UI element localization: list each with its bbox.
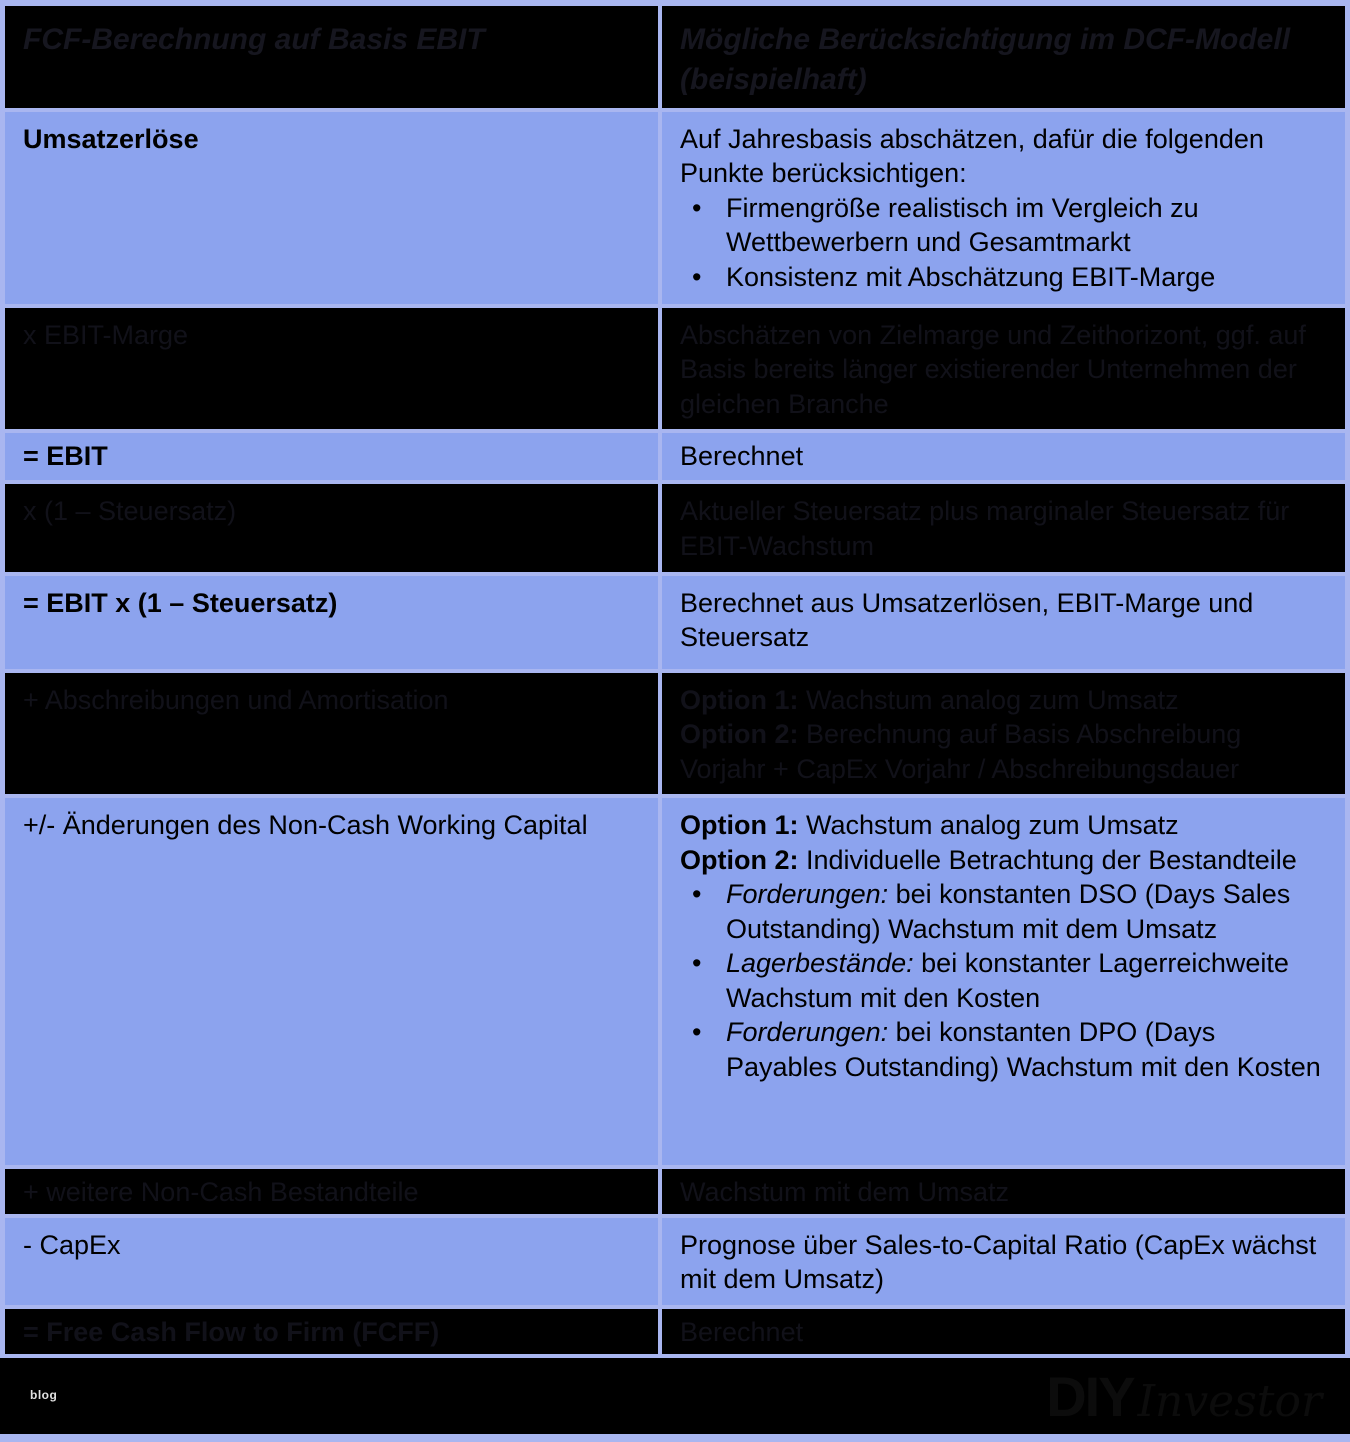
row-detail-cell	[662, 673, 1345, 795]
row-detail-cell	[662, 308, 1345, 430]
option-lead: Option 1:	[680, 810, 799, 841]
row-label-cell	[5, 673, 658, 795]
row-label-cell	[5, 484, 658, 571]
row-detail-cell	[662, 112, 1345, 304]
bullet-lead: Forderungen:	[726, 1017, 889, 1048]
row-label: - CapEx	[23, 1229, 121, 1260]
row-label-cell	[5, 308, 658, 430]
row-label-cell	[5, 1218, 658, 1305]
row-label: x (1 – Steuersatz)	[23, 496, 237, 527]
row-label: + Abschreibungen und Amortisation	[23, 684, 449, 715]
diy-investor-logo	[1046, 1364, 1322, 1429]
bullet-text: Firmengröße realistisch im Vergleich zu Wettbewerbern und Gesamtmarkt	[726, 192, 1199, 258]
table-row-ebit-nach-steuern	[5, 576, 1345, 669]
row-label: x EBIT-Marge	[23, 319, 189, 350]
table-row-ebit-marge	[5, 308, 1345, 430]
table-row-umsatzerloese	[5, 112, 1345, 304]
row-label-cell	[5, 1169, 658, 1214]
bullet-rest: bei konstanten DPO (Days Payables Outstanding) Wachstum mit den Kosten	[726, 1017, 1321, 1082]
row-label-cell	[5, 112, 658, 304]
row-label-cell	[5, 1309, 658, 1354]
row-label: = EBIT x (1 – Steuersatz)	[23, 587, 338, 618]
bullet-text	[726, 1015, 1327, 1084]
option-lead: Option 2:	[680, 844, 799, 875]
detail-intro: Auf Jahresbasis abschätzen, dafür die folgenden Punkte berücksichtigen:	[680, 123, 1264, 189]
option-text: Individuelle Betrachtung der Bestandteile	[798, 844, 1297, 875]
table-row-working-capital	[5, 798, 1345, 1165]
bullet-dot: •	[692, 879, 702, 910]
row-detail-cell	[662, 1309, 1345, 1354]
bullet-dot: •	[692, 948, 702, 979]
table-row-capex	[5, 1218, 1345, 1305]
row-detail-cell	[662, 433, 1345, 480]
blog-label: blog	[30, 1387, 58, 1402]
row-label: +/- Änderungen des Non-Cash Working Capital	[23, 810, 588, 841]
row-label: + weitere Non-Cash Bestandteile	[23, 1177, 419, 1208]
bullet-item	[680, 260, 1327, 295]
bullet-lead: Forderungen:	[726, 879, 889, 910]
row-label: Umsatzerlöse	[23, 123, 199, 154]
bullet-list	[680, 191, 1327, 295]
detail-text: Berechnet aus Umsatzerlösen, EBIT-Marge und Steuersatz	[680, 587, 1254, 653]
bullet-text: Konsistenz mit Abschätzung EBIT-Marge	[726, 261, 1216, 292]
detail-text: Berechnet	[680, 1316, 804, 1347]
detail-text: Prognose über Sales-to-Capital Ratio (CapEx wächst mit dem Umsatz)	[680, 1229, 1317, 1295]
detail-text: Berechnet	[680, 441, 804, 472]
table-row-fcff	[5, 1309, 1345, 1354]
detail-text: Aktueller Steuersatz plus marginaler Steuersatz für EBIT-Wachstum	[680, 496, 1290, 561]
row-label-cell	[5, 433, 658, 480]
table-row-non-cash	[5, 1169, 1345, 1214]
option-text: Wachstum analog zum Umsatz	[798, 810, 1179, 841]
option-text: Berechnung auf Basis Abschreibung Vorjahr + CapEx Vorjahr / Abschreibungsdauer	[680, 719, 1242, 784]
logo-text-diy: DIY	[1046, 1364, 1134, 1428]
bullet-item	[680, 877, 1327, 946]
bullet-text	[726, 877, 1327, 946]
row-label: = Free Cash Flow to Firm (FCFF)	[23, 1316, 440, 1347]
header-cell-left	[5, 6, 658, 108]
row-label-cell	[5, 576, 658, 669]
row-detail-cell	[662, 798, 1345, 1165]
footer-bar	[0, 1358, 1350, 1434]
detail-text: Wachstum mit dem Umsatz	[680, 1177, 1010, 1208]
row-detail-cell	[662, 484, 1345, 571]
detail-text: Abschätzen von Zielmarge und Zeithorizont, ggf. auf Basis bereits länger existierender Unternehmen der gleichen Branche	[680, 319, 1306, 419]
bullet-rest: bei konstanten DSO (Days Sales Outstanding) Wachstum mit dem Umsatz	[726, 879, 1291, 944]
table-row-abschreibungen	[5, 673, 1345, 795]
option-lead: Option 1:	[680, 684, 799, 715]
option-text: Wachstum analog zum Umsatz	[798, 684, 1179, 715]
bullet-list	[680, 877, 1327, 1084]
bullet-item	[680, 946, 1327, 1015]
row-detail-cell	[662, 1218, 1345, 1305]
header-left-title: FCF-Berechnung auf Basis EBIT	[23, 23, 485, 56]
option-line	[680, 683, 1327, 718]
bullet-text	[726, 946, 1327, 1015]
bullet-dot: •	[692, 192, 702, 223]
bullet-rest: bei konstanter Lagerreichweite Wachstum mit den Kosten	[726, 948, 1289, 1013]
row-label-cell	[5, 798, 658, 1165]
row-detail-cell	[662, 576, 1345, 669]
bullet-item	[680, 191, 1327, 260]
row-detail-cell	[662, 1169, 1345, 1214]
option-line	[680, 843, 1327, 878]
table-header-row	[5, 6, 1345, 108]
header-cell-right	[662, 6, 1345, 108]
logo-text-investor: Investor	[1137, 1375, 1322, 1427]
table-row-steuersatz	[5, 484, 1345, 571]
bullet-dot: •	[692, 261, 702, 292]
option-line	[680, 717, 1327, 786]
row-label: = EBIT	[23, 441, 108, 472]
bullet-lead: Lagerbestände:	[726, 948, 914, 979]
bullet-dot: •	[692, 1017, 702, 1048]
table-row-ebit	[5, 433, 1345, 480]
bullet-item	[680, 1015, 1327, 1084]
option-lead: Option 2:	[680, 719, 799, 750]
option-line	[680, 808, 1327, 843]
header-right-title: Mögliche Berücksichtigung im DCF-Modell (beispielhaft)	[680, 23, 1291, 96]
